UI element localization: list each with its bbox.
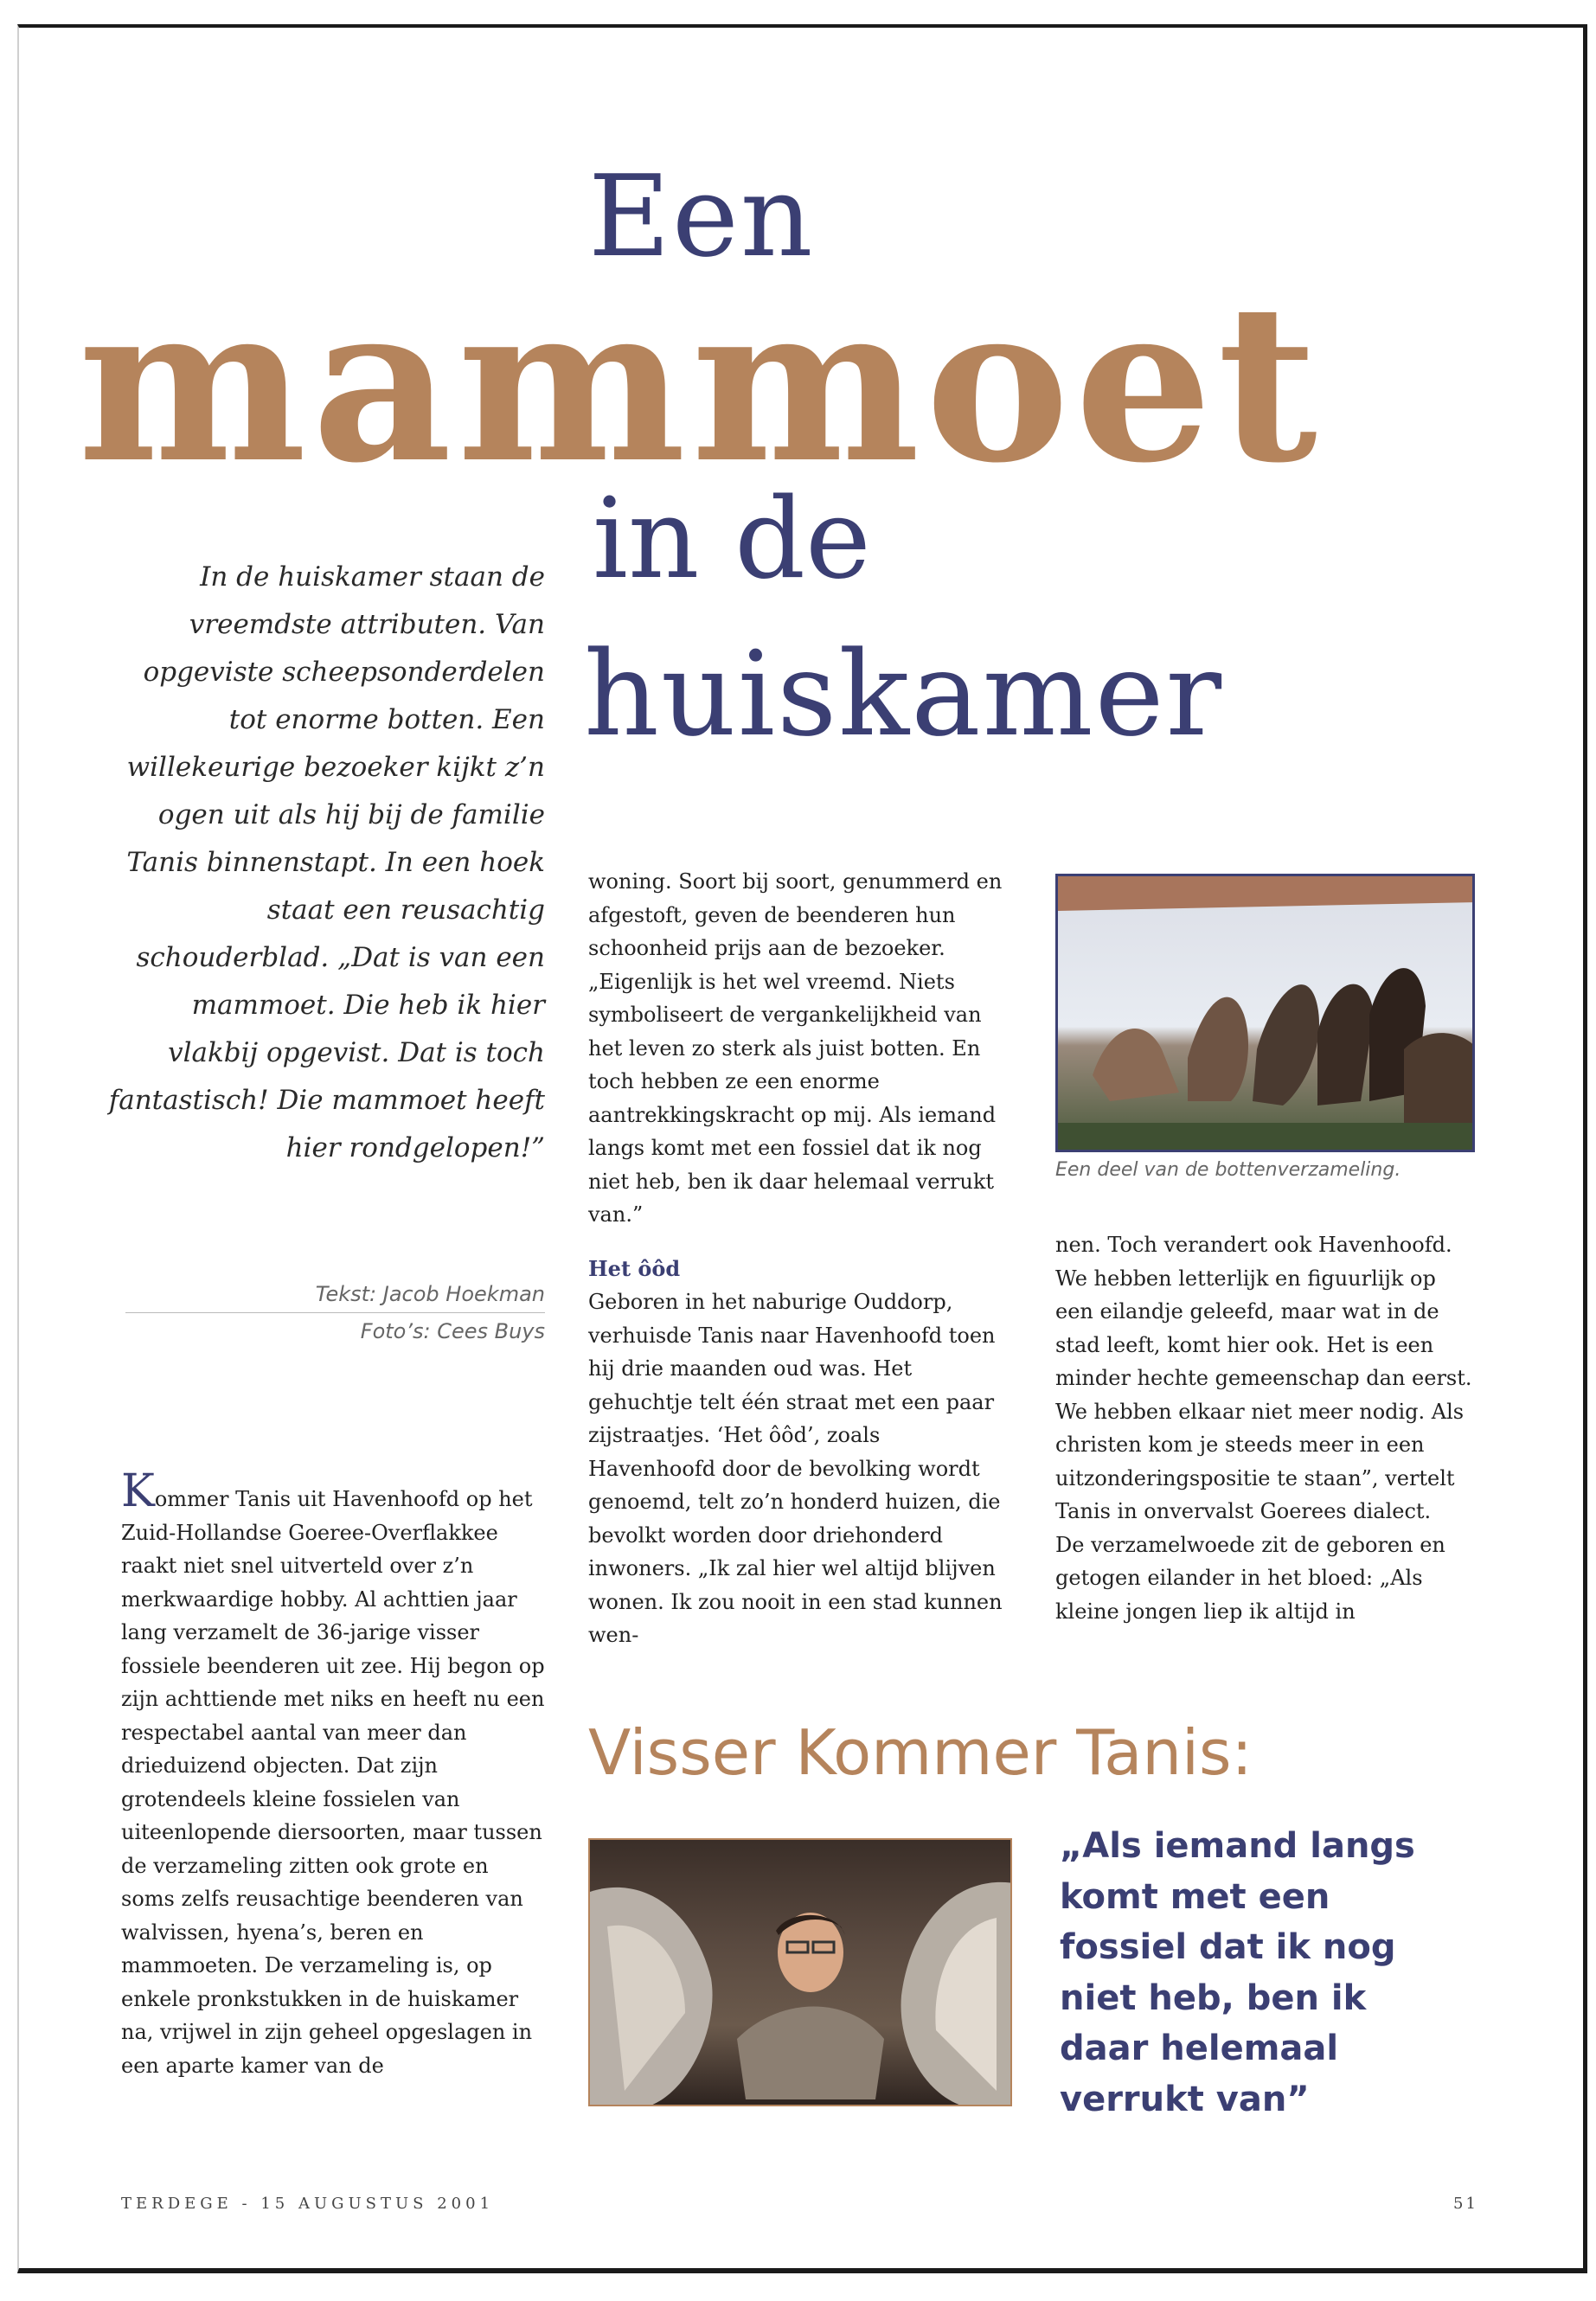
pull-quote: „Als iemand langs komt met een fossiel dat ik nog niet heb, ben ik daar helemaal verrukt van” xyxy=(1060,1826,1415,2119)
photo-bone-collection xyxy=(1055,874,1475,1152)
subtitle: Visser Kommer Tanis: xyxy=(588,1716,1253,1789)
body-column-3 xyxy=(1055,1228,1479,1628)
footer-publication: TERDEGE - 15 AUGUSTUS 2001 xyxy=(121,2195,495,2213)
title-line-in-de: in de xyxy=(593,475,871,604)
photo-caption: Een deel van de bottenverzameling. xyxy=(1055,1159,1401,1181)
body-col1-text: ommer Tanis uit Havenhoofd op het Zuid-Hollandse Goeree-Overflakkee raakt niet snel uitverteld over z’n merkwaardige hobby. Al achttien jaar lang verzamelt de 36-jarige visser fossiele beenderen uit zee. Hij begon op zijn achttiende met niks en heeft nu een respectabel aantal van meer dan drieduizend objecten. Dat zijn grotendeels kleine fossielen van uiteenlopende diersoorten, maar tussen de verzameling zitten ook grote en soms zelfs reusachtige beenderen van walvissen, hyena’s, beren en mammoeten. De verzameling is, op enkele pronkstukken in de huiskamer na, vrijwel in zijn geheel opgeslagen in een aparte kamer van de xyxy=(121,1487,545,2078)
title-line-huiskamer: huiskamer xyxy=(584,626,1224,762)
body-column-2 xyxy=(588,865,1012,1652)
body-paragraph-1 xyxy=(121,1465,545,2082)
credit-text: Tekst: Jacob Hoekman xyxy=(125,1276,545,1313)
dropcap: K xyxy=(121,1465,155,1517)
title-line-mammoet: mammoet xyxy=(78,256,1323,510)
page-number: 51 xyxy=(1453,2195,1478,2213)
bone-collection-illustration xyxy=(1058,876,1475,1152)
body-column-1 xyxy=(121,1465,545,2082)
subheading: Het ôôd xyxy=(588,1255,681,1281)
body-col2-paragraph-2: Geboren in het naburige Ouddorp, verhuisde Tanis naar Havenhoofd toen hij drie maanden oud was. Het gehuchtje telt één straat met een paar zijstraatjes. ‘Het ôôd’, zoals Havenhoofd door de bevolking wordt genoemd, telt zo’n honderd huizen, die bevolkt worden door driehonderd inwoners. „Ik zal hier wel altijd blijven wonen. Ik zou nooit in een stad kunnen wen- xyxy=(588,1290,1003,1647)
photo-portrait xyxy=(588,1838,1012,2106)
body-col2-paragraph: woning. Soort bij soort, genummerd en afgestoft, geven de beenderen hun schoonheid prijs aan de bezoeker. „Eigenlijk is het wel vreemd. Niets symboliseert de vergankelijkheid van het leven zo sterk als juist botten. En toch hebben ze een enorme aantrekkingskracht op mij. Als iemand langs komt met een fossiel dat ik nog niet heb, ben ik daar helemaal verrukt van.” xyxy=(588,869,1003,1227)
credit-photos: Foto’s: Cees Buys xyxy=(360,1319,545,1343)
title-line-een: Een xyxy=(588,151,815,282)
intro-paragraph: In de huiskamer staan de vreemdste attributen. Van opgeviste scheepsonderdelen tot enorme botten. Een willekeurige bezoeker kijkt z’n ogen uit als hij bij de familie Tanis binnenstapt. In een hoek staat een reusachtig schouderblad. „Dat is van een mammoet. Die heb ik hier vlakbij opgevist. Dat is toch fantastisch! Die mammoet heeft hier rondgelopen!” xyxy=(108,561,545,1163)
body-col3-paragraph-2: De verzamelwoede zit de geboren en getogen eilander in het bloed: „Als kleine jongen liep ik altijd in xyxy=(1055,1532,1445,1624)
portrait-illustration xyxy=(590,1840,1012,2106)
body-col3-paragraph: nen. Toch verandert ook Havenhoofd. We hebben letterlijk en figuurlijk op een eilandje geleefd, maar wat in de stad leeft, komt hier ook. Het is een minder hechte gemeenschap dan eerst. We hebben elkaar niet meer nodig. Als christen kom je steeds meer in een uitzonderingspositie te staan”, vertelt Tanis in onvervalst Goerees dialect. xyxy=(1055,1233,1472,1523)
credits xyxy=(125,1276,545,1349)
